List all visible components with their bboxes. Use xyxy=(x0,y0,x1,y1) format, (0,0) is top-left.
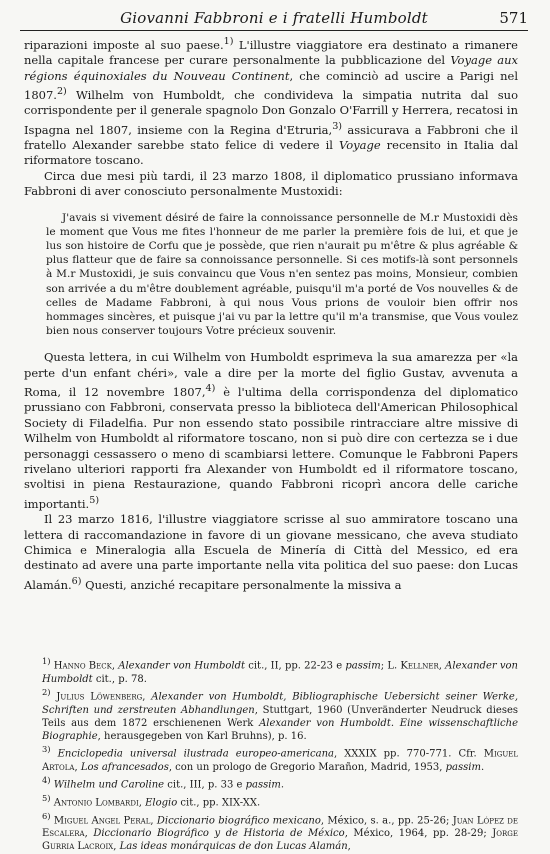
footnote-ref: 2) xyxy=(56,86,67,98)
footnote-gap xyxy=(24,593,518,655)
footnote-ref: 6) xyxy=(71,575,82,587)
book-title: Voyage xyxy=(338,137,381,152)
footnote-3: $^{3)}$ Enciclopedia universal ilustrada europeo-americana, XXXIX pp. 770-771. Cfr. Miguel Artola, Los afrancesados, con un prologo de Gregorio Marañon, Madrid, 1953, passim. xyxy=(42,744,518,774)
block-quote xyxy=(24,211,518,339)
quote-text: J'avais si vivement désiré de faire la connoissance personnelle de M.r Mustoxidi dès le moment que Vous me fites l'honneur de me parler la première fois de lui, et que je lus son histoire de Corfu que je possède, que rien n'aurait pu m'être & plus agréable & plus flatteur que de faire sa connoissance personnelle. Si ces motifs-là sont personnels à M.r Mustoxidi, je suis convaincu que Vous n'en sentez pas moins, Monsieur, combien son arrivée a du m'être doublement agréable, puisqu'il m'a porté de Vos nouvelles & de celles de Madame Fabbroni, à qui nous Vous prions de vouloir bien offrir nos hommages sincères, et puisque j'ai vu par la lettre qu'il m'a transmise, que Vous voulez bien nous conserver toujours Votre précieux souvenir. xyxy=(46,211,518,338)
footnote-ref: 4) xyxy=(205,383,216,395)
paragraph-3: Questa lettera, in cui Wilhelm von Humboldt esprimeva la sua amarezza per «la perte d'un enfant chéri», vale a dire per la morte del figlio Gustav, avvenuta a Roma, il 12 novembre 1807,$^{4)}$ è l'ultima della corrispondenza del diplomatico prussiano con Fabbroni, conservata presso la biblioteca dell'American Philosophical Society di Filadelfia. Pur non essendo stato possibile rintracciare altre missive di Wilhelm von Humboldt al riformatore toscano, non si può dire con certezza se i due personaggi cessassero o meno di scambiarsi lettere. Comunque le Fabbroni Papers rivelano ulteriori rapporti fra Alexander von Humboldt ed il riformatore toscano, svoltisi in piena Restaurazione, quando Fabbroni ricoprì ancora delle cariche importanti.$^{5)}$ xyxy=(24,350,519,511)
footnote-1: $^{1)}$ Hanno Beck, Alexander von Humboldt cit., II, pp. 22-23 e passim; L. Kellner, Alexander von Humboldt cit., p. 78. xyxy=(42,655,518,685)
paragraph-2: Circa due mesi più tardi, il 23 marzo 1808, il diplomatico prussiano informava Fabbroni di aver conosciuto personalmente Mustoxidi: xyxy=(24,168,518,199)
footnote-5: $^{5)}$ Antonio Lombardi, Elogio cit., pp. XIX-XX. xyxy=(42,792,261,809)
footnote-2: $^{2)}$ Julius Löwenberg, Alexander von Humboldt, Bibliographische Uebersicht seiner Werke, Schriften und zerstreuten Abhandlungen, Stuttgart, 1960 (Unveränderter Neudruck dieses Teils aus dem 1872 erschienenen Werk Alexander von Humboldt. Eine wissenschaftliche Biographie, herausgegeben von Karl Bruhns), p. 16. xyxy=(42,686,519,743)
running-title: Giovanni Fabbroni e i fratelli Humboldt xyxy=(120,9,428,27)
page-header xyxy=(20,6,528,28)
header-rule xyxy=(20,30,528,31)
book-title: Voyage aux régions équinoxiales du Nouveau Continent xyxy=(24,53,518,83)
footnote-ref: 1) xyxy=(223,36,234,47)
paragraph-1: riparazioni imposte al suo paese.$^{1)}$ L'illustre viaggiatore era destinato a rimanere nella capitale francese per curare personalmente la pubblicazione del Voyage aux régions équinoxiales du Nouveau Continent, che cominciò ad uscire a Parigi nel 1807.$^{2)}$ Wilhelm von Humboldt, che condivideva la simpatia nutrita dal suo corrispondente per il generale spagnolo Don Gonzalo O'Farrill y Herrera, recatosi in Ispagna nel 1807, insieme con la Regina d'Etruria,$^{3)}$ assicurava a Fabbroni che il fratello Alexander sarebbe stato felice di vedere il Voyage recensito in Italia dal riformatore toscano. xyxy=(24,36,519,168)
footnote-ref: 5) xyxy=(89,494,100,506)
page-number: 571 xyxy=(499,9,528,27)
footnote-4: $^{4)}$ Wilhelm und Caroline cit., III, p. 33 e passim. xyxy=(42,775,285,791)
paragraph-4: Il 23 marzo 1816, l'illustre viaggiatore scrisse al suo ammiratore toscano una lettera di raccomandazione in favore di un giovane messicano, che aveva studiato Chimica e Mineralogia alla Escuela de Minería di Città del Messico, ed era destinato ad avere una parte importante nella vita politica del suo paese: don Lucas Alamán.$^{6)}$ Questi, anziché recapitare personalmente la missiva a xyxy=(24,512,518,592)
footnotes xyxy=(24,655,518,854)
main-text xyxy=(24,34,518,854)
footnote-6: $^{6)}$ Miguel Angel Peral, Diccionario biográfico mexicano, México, s. a., pp. 25-26; Juan López de Escalera, Diccionario Biográfico y de Historia de México, México, 1964, pp. 28-29; Jorge Gurria Lacroix, Las ideas monárquicas de don Lucas Alamán, xyxy=(42,810,519,853)
footnote-ref: 3) xyxy=(332,120,343,132)
